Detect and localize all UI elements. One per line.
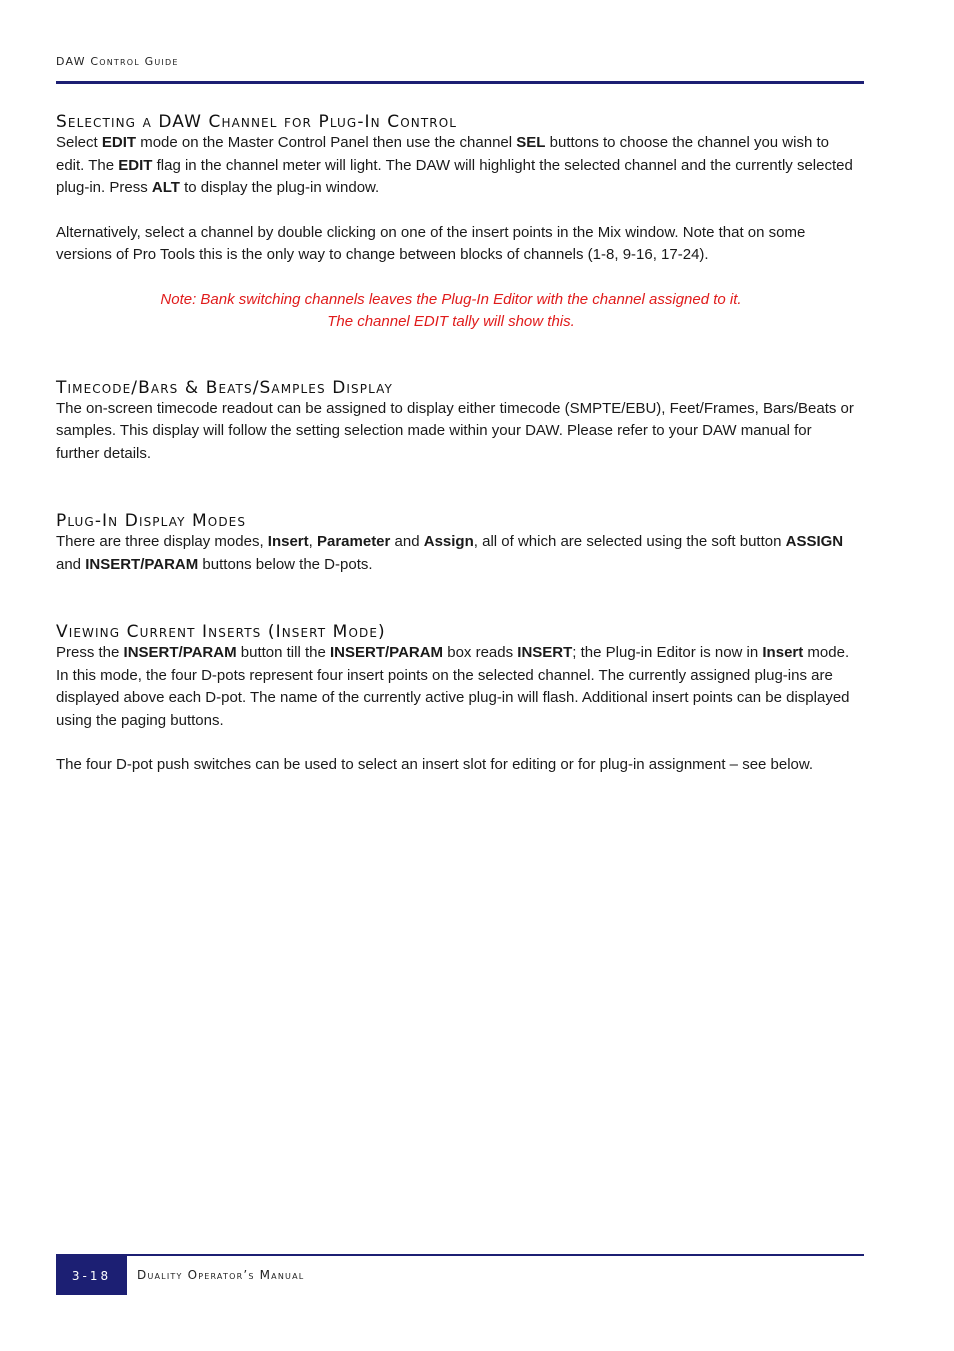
section-viewing-inserts (56, 622, 856, 777)
paragraph: There are three display modes, Insert, Parameter and Assign, all of which are selected using the soft button ASSIGN and INSERT/PARAM buttons below the D-pots. (56, 533, 844, 573)
paragraph: Press the INSERT/PARAM button till the INSERT/PARAM box reads INSERT; the Plug-in Editor is now in Insert mode. In this mode, the four D-pots represent four insert points on the selected channel. The currently assigned plug-ins are displayed above each D-pot. The name of the currently active plug-in will flash. Additional insert points can be displayed using the paging buttons. (56, 644, 850, 729)
section-selecting-channel (56, 112, 856, 334)
paragraph: Select EDIT mode on the Master Control Panel then use the channel SEL buttons to choose the channel you wish to edit. The EDIT flag in the channel meter will light. The DAW will highlight the selected channel and the currently selected plug-in. Press ALT to display the plug-in window. (56, 134, 853, 196)
page-body (56, 112, 856, 777)
section-plugin-display-modes (56, 511, 856, 576)
note-line: The channel EDIT tally will show this. (327, 313, 575, 330)
note-line: Note: Bank switching channels leaves the Plug-In Editor with the channel assigned to it. (160, 290, 742, 308)
footer-manual-title: Duality Operator’s Manual (137, 1268, 305, 1282)
running-header: DAW Control Guide (56, 55, 179, 68)
page-number-badge: 3-18 (56, 1256, 127, 1295)
paragraph: The on-screen timecode readout can be assigned to display either timecode (SMPTE/EBU), Feet/Frames, Bars/Beats or samples. This display will follow the setting selection made within your DAW. Please refer to your DAW manual for further details. (56, 399, 854, 462)
section-timecode-display (56, 378, 856, 466)
section-heading: Viewing Current Inserts (Insert Mode) (56, 622, 386, 642)
paragraph: The four D-pot push switches can be used to select an insert slot for editing or for plug-in assignment – see below. (56, 756, 814, 773)
section-heading: Selecting a DAW Channel for Plug-In Control (56, 112, 458, 132)
section-heading: Plug-In Display Modes (56, 511, 247, 531)
section-heading: Timecode/Bars & Beats/Samples Display (56, 377, 393, 398)
footer-rule (56, 1254, 864, 1256)
header-rule (56, 81, 864, 84)
paragraph: Alternatively, select a channel by double clicking on one of the insert points in the Mix window. Note that on some versions of Pro Tools this is the only way to change between blocks of channels (1-8, 9-16, 17-24). (56, 223, 806, 263)
